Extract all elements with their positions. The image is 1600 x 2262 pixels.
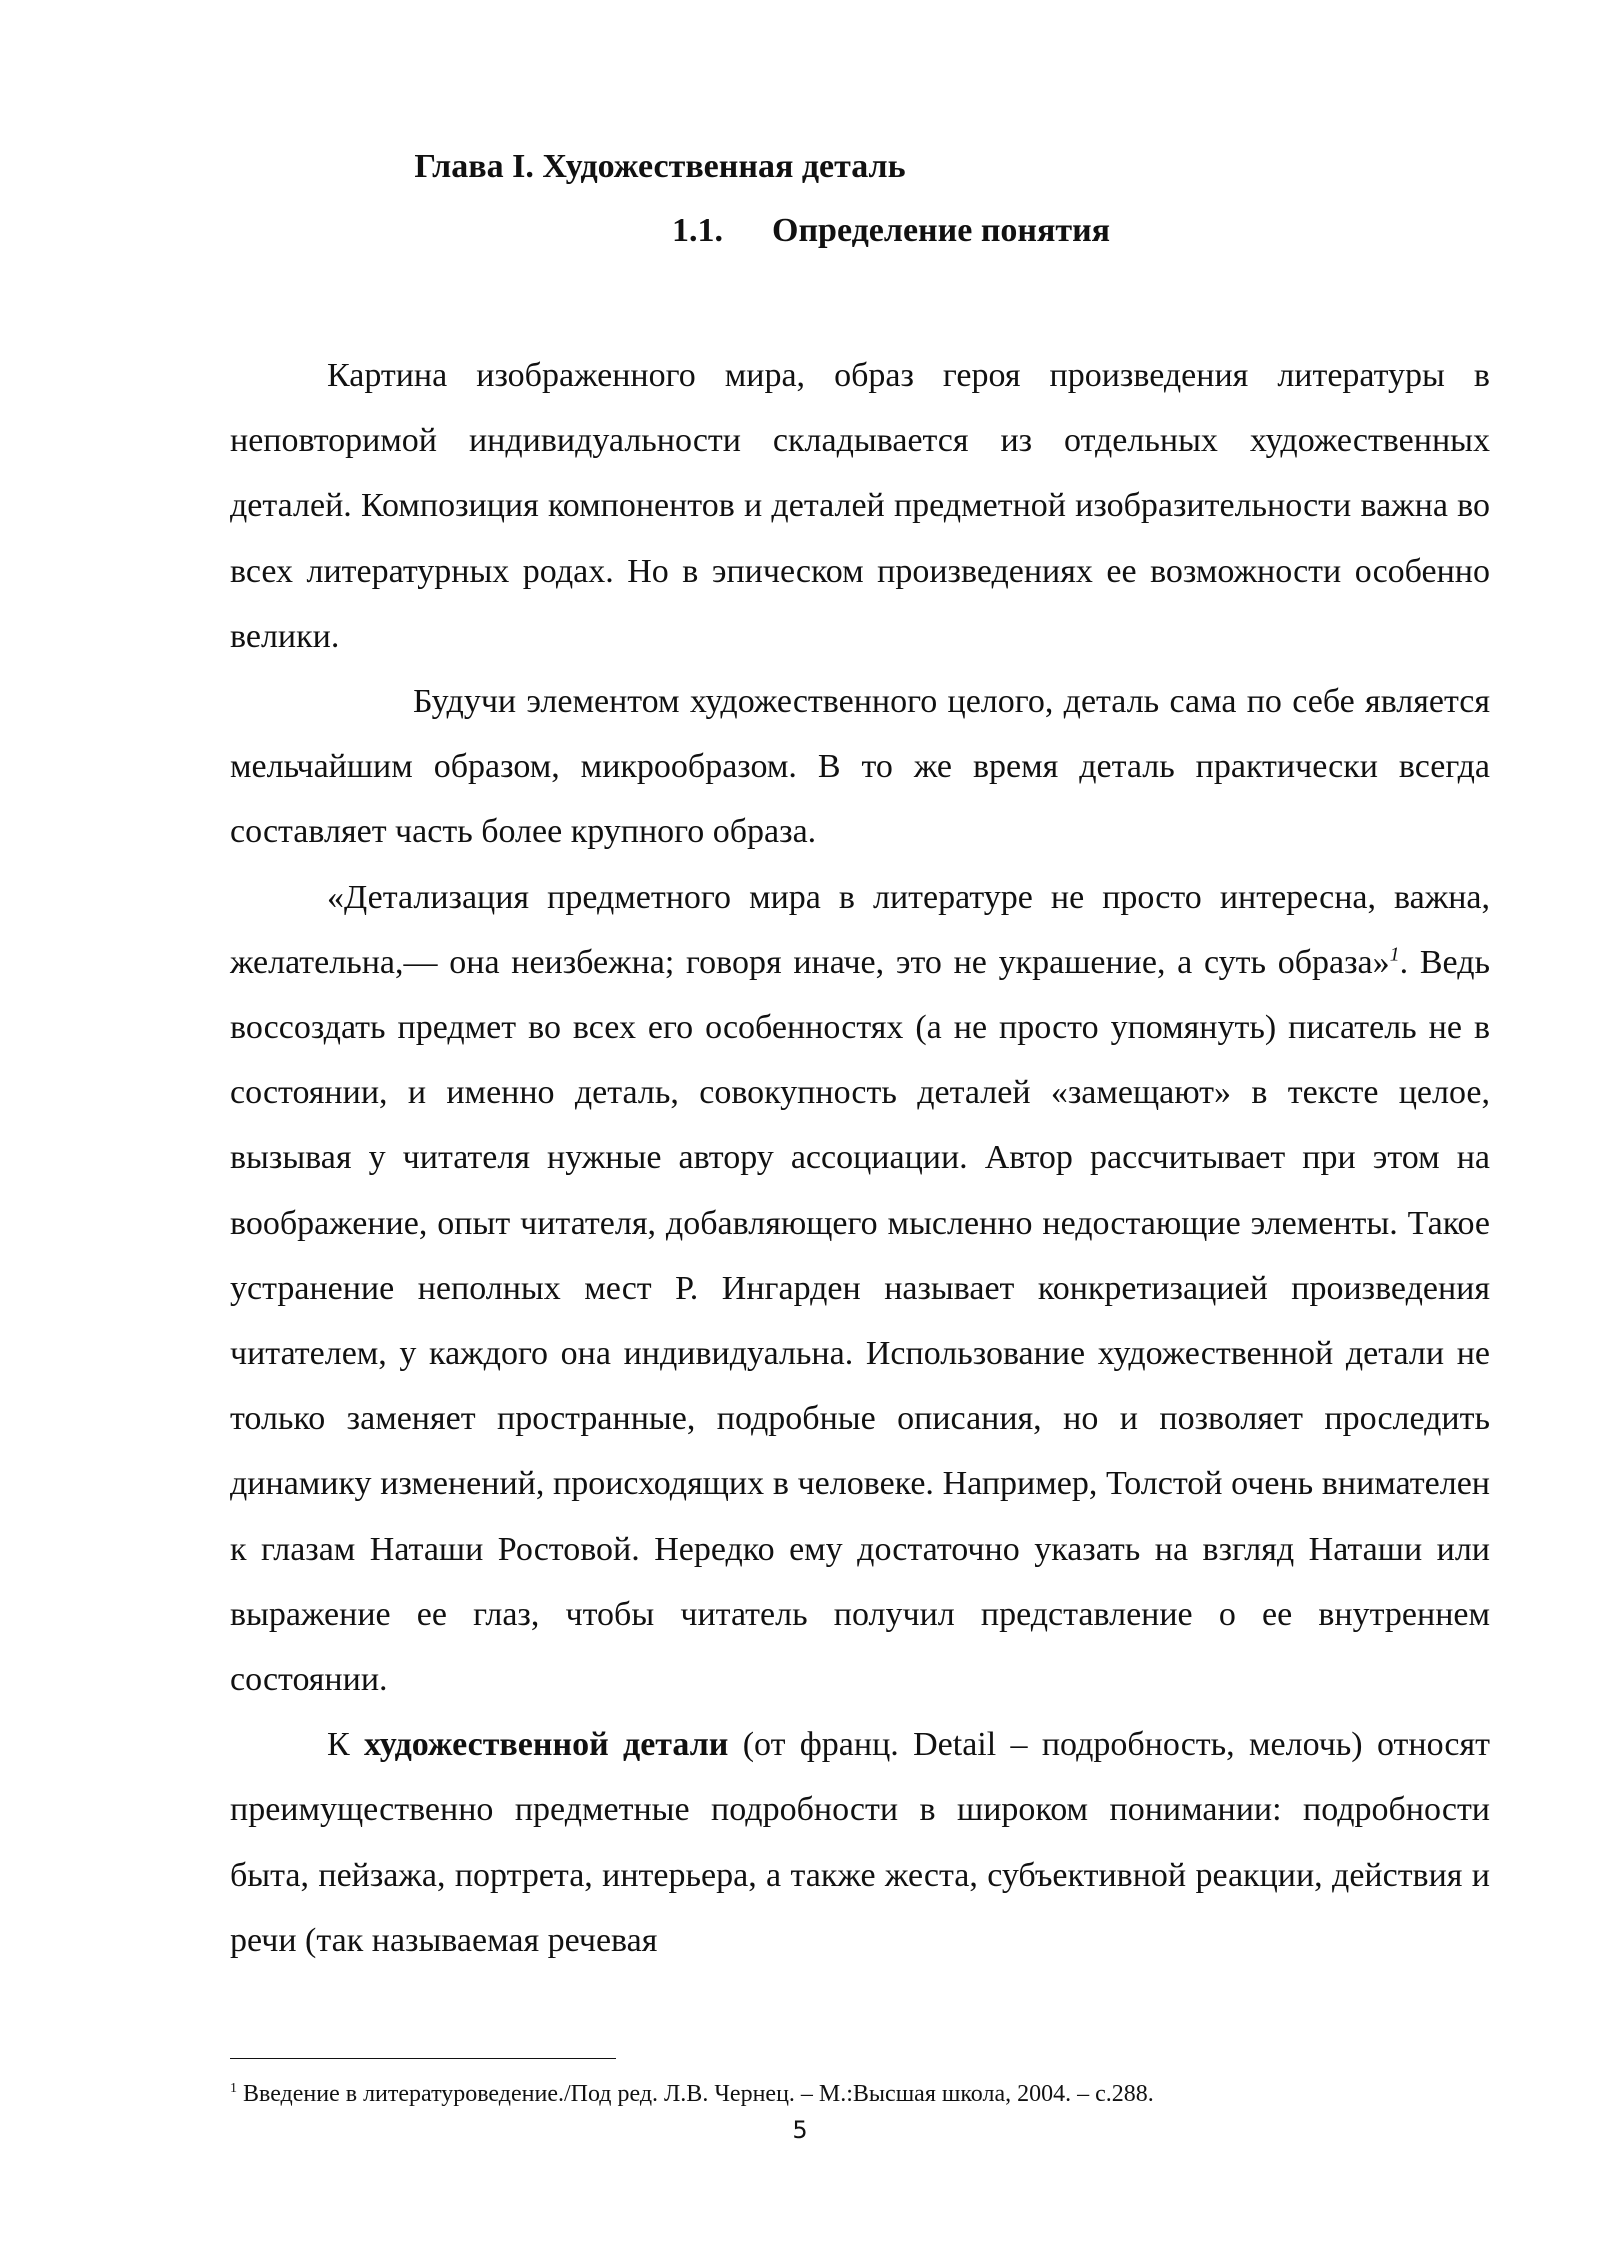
footnote-reference[interactable]: 1 bbox=[1389, 943, 1400, 966]
section-number: 1.1. bbox=[672, 212, 723, 249]
paragraph-4-lead: К bbox=[327, 1726, 365, 1764]
footnote-separator bbox=[230, 2058, 616, 2059]
footnote-marker: 1 bbox=[230, 2081, 237, 2096]
paragraph-4 bbox=[230, 1712, 1490, 1973]
term-highlight: художественной детали bbox=[364, 1726, 729, 1764]
body-text bbox=[230, 343, 1490, 1973]
footnote-text: Введение в литературоведение./Под ред. Л.В. Чернец. – М.:Высшая школа, 2004. – с.288. bbox=[237, 2081, 1154, 2107]
footnote bbox=[230, 2078, 1154, 2110]
page-number: 5 bbox=[792, 2116, 808, 2144]
chapter-title: Глава I. Художественная деталь bbox=[414, 148, 906, 185]
paragraph-3 bbox=[230, 865, 1490, 1713]
section-title-text: Определение понятия bbox=[772, 212, 1111, 249]
paragraph-3-body: . Ведь воссоздать предмет во всех его особенностях (а не просто упомянуть) писатель не в состоянии, и именно деталь, совокупность деталей «замещают» в тексте целое, вызывая у читателя нужные автору ассоциации. Автор рассчитывает при этом на воображение, опыт читателя, добавляющего мысленно недостающие элементы. Такое устранение неполных мест Р. Ингарден называет конкретизацией произведения читателем, у каждого она индивидуальна. Использование художественной детали не только заменяет пространные, подробные описания, но и позволяет проследить динамику изменений, происходящих в человеке. Например, Толстой очень внимателен к глазам Наташи Ростовой. Нередко ему достаточно указать на взгляд Наташи или выражение ее глаз, чтобы читатель получил представление о ее внутреннем состоянии. bbox=[230, 943, 1491, 1699]
paragraph-1: Картина изображенного мира, образ героя произведения литературы в неповторимой индивидуальности складывается из отдельных художественных деталей. Композиция компонентов и деталей предметной изобразительности важна во всех литературных родах. Но в эпическом произведениях ее возможности особенно велики. bbox=[230, 357, 1490, 655]
paragraph-2: Будучи элементом художественного целого, деталь сама по себе является мельчайшим образом, микрообразом. В то же время деталь практически всегда составляет часть более крупного образа. bbox=[230, 683, 1490, 851]
section-title bbox=[672, 212, 1110, 250]
paragraph-4-body: (от франц. Detail – подробность, мелочь) относят преимущественно предметные подробности в широком понимании: подробности быта, пейзажа, портрета, интерьера, а также жеста, субъективной реакции, действия и речи (так называемая речевая bbox=[230, 1726, 1490, 1959]
paragraph-3-quote: «Детализация предметного мира в литературе не просто интересна, важна, желательна,— она неизбежна; говоря иначе, это не украшение, а суть образа» bbox=[230, 878, 1490, 981]
